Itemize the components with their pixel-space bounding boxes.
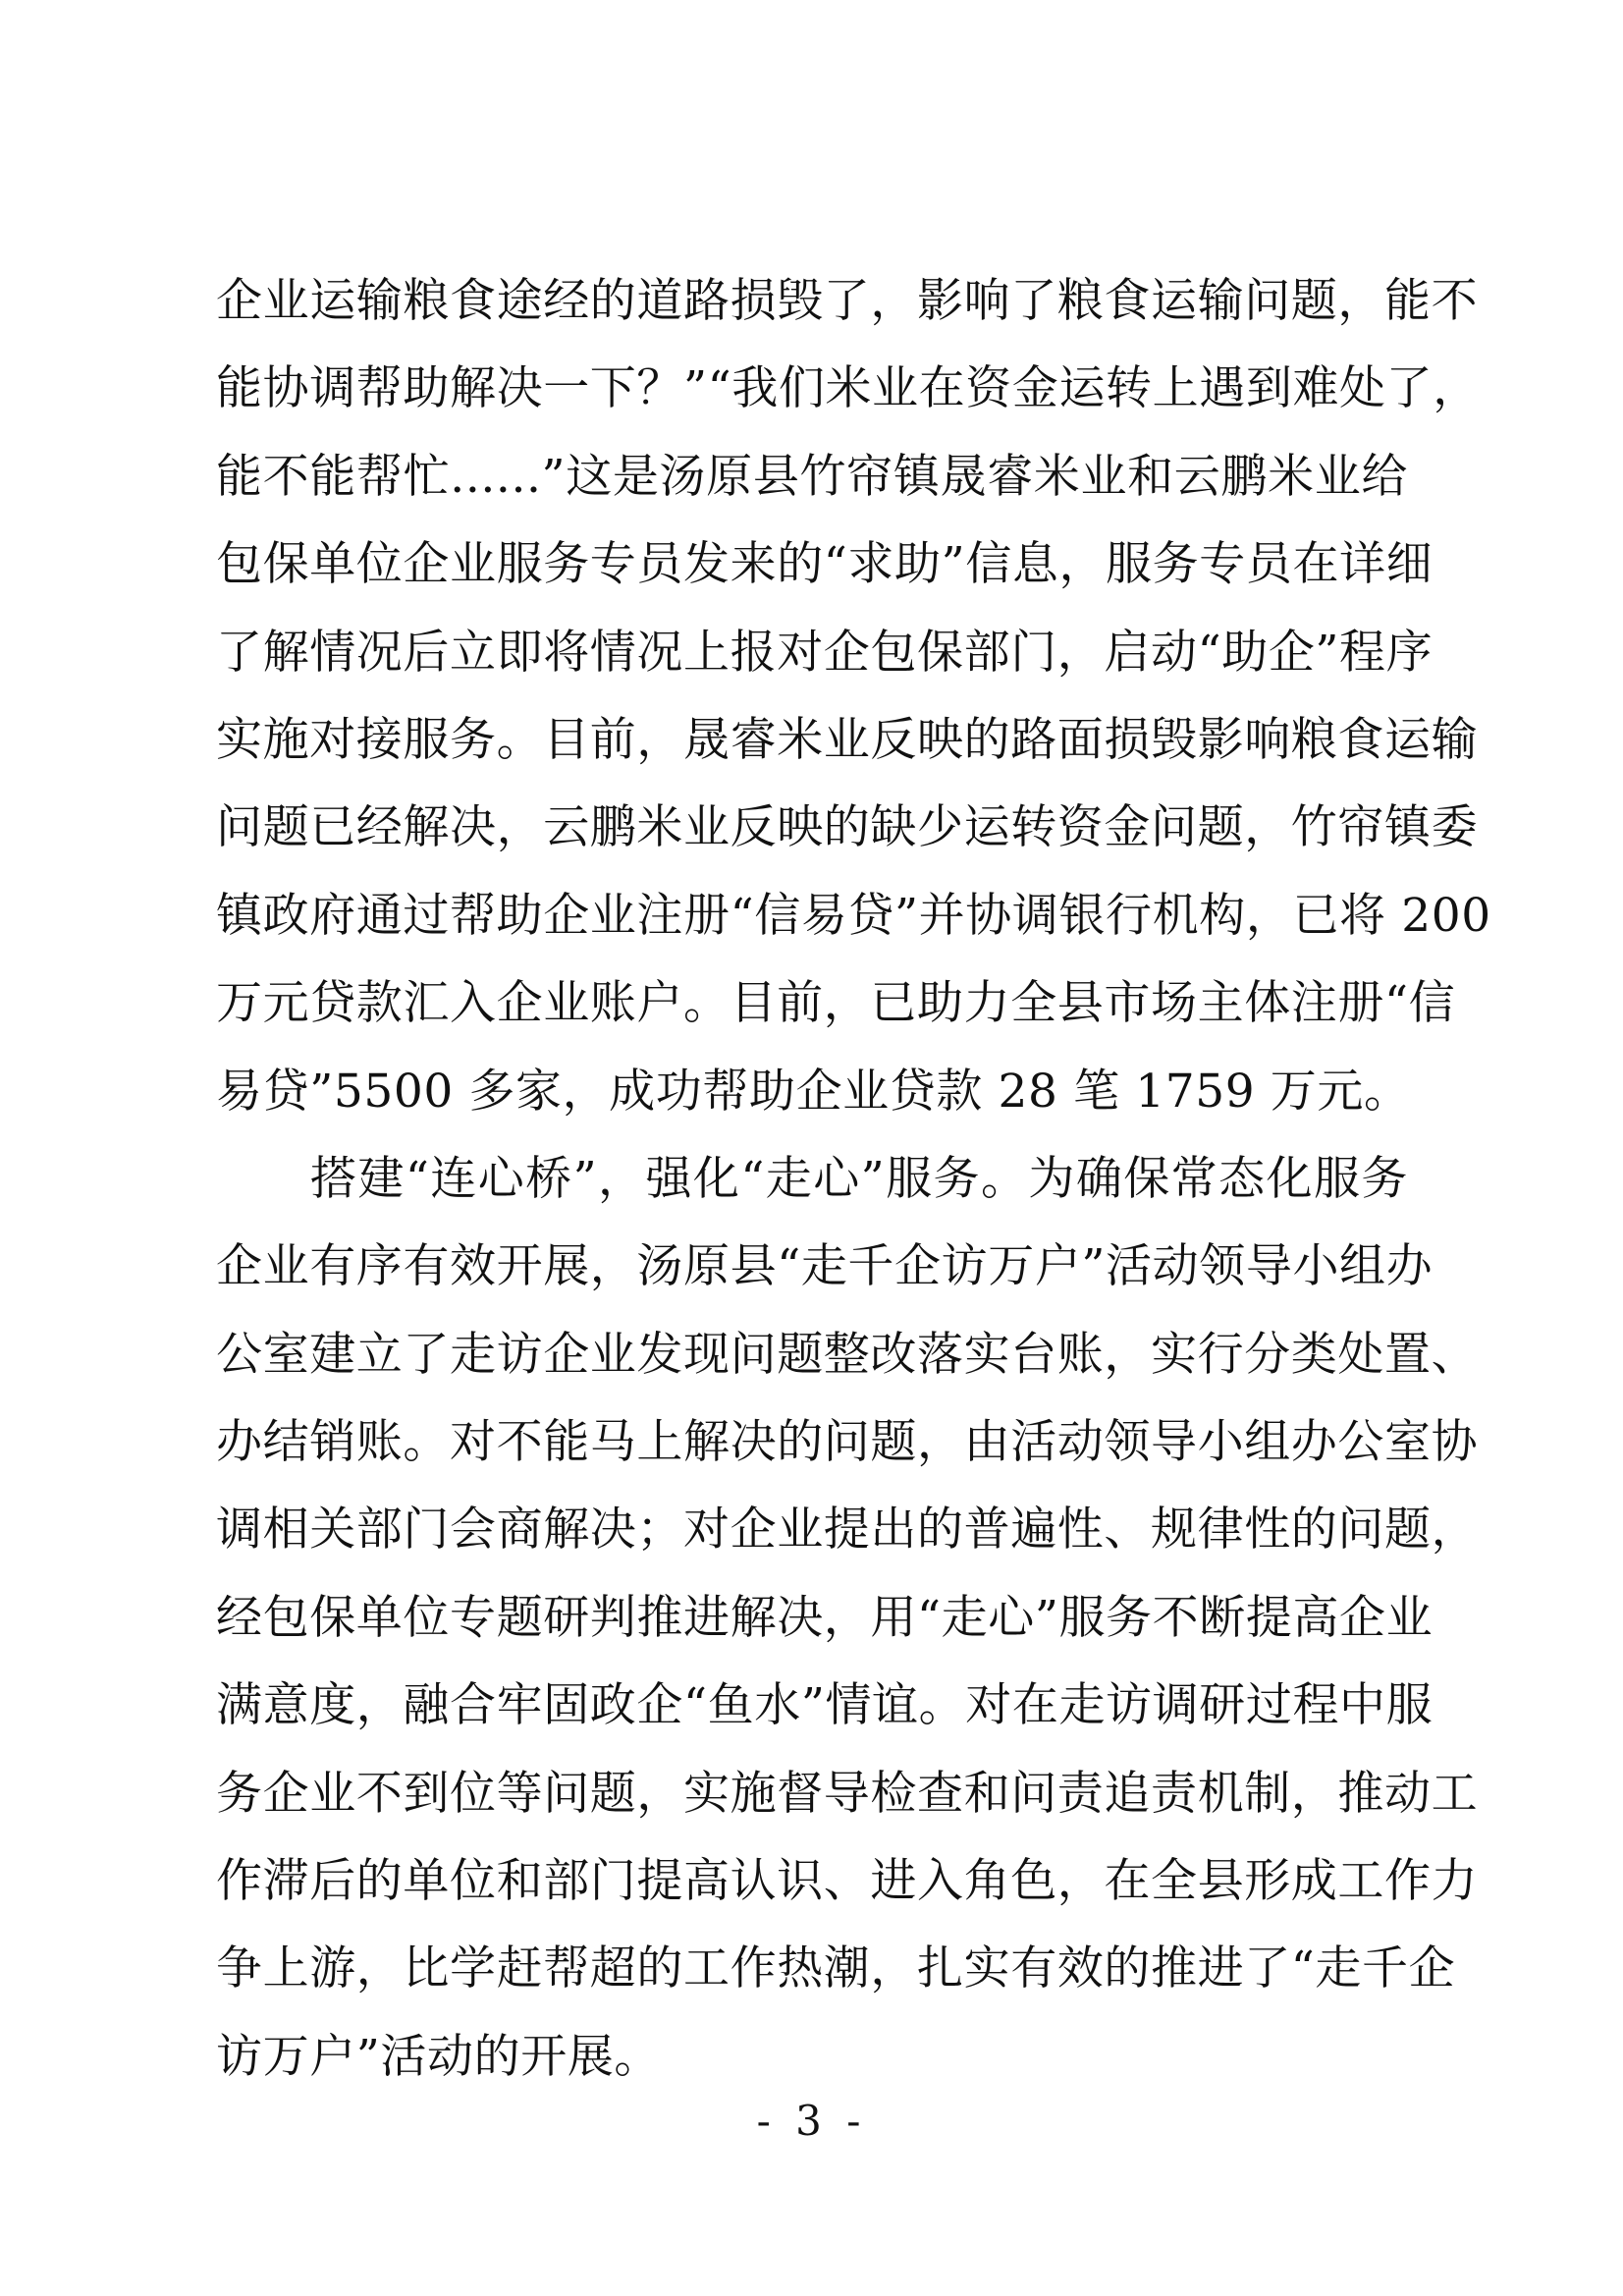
- text-line: 务企业不到位等问题，实施督导检查和问责追责机制，推动工: [216, 1766, 1479, 1821]
- text-line: 办结销账。对不能马上解决的问题，由活动领导小组办公室协: [216, 1415, 1479, 1470]
- text-line: 满意度，融合牢固政企“鱼水”情谊。对在走访调研过程中服: [216, 1678, 1434, 1733]
- paragraph-1: [216, 257, 1491, 1135]
- page-number: - 3 -: [756, 2097, 867, 2145]
- text-line: 公室建立了走访企业发现问题整改落实台账，实行分类处置、: [216, 1327, 1479, 1382]
- text-line: 企业有序有效开展，汤原县“走千企访万户”活动领导小组办: [216, 1239, 1434, 1294]
- text-line: 经包保单位专题研判推进解决，用“走心”服务不断提高企业: [216, 1590, 1434, 1645]
- text-line: 实施对接服务。目前，晟睿米业反映的路面损毁影响粮食运输: [216, 712, 1479, 767]
- text-line: 访万户”活动的开展。: [216, 2029, 662, 2084]
- text-line: 万元贷款汇入企业账户。目前，已助力全县市场主体注册“信: [216, 976, 1456, 1031]
- text-line: 镇政府通过帮助企业注册“信易贷”并协调银行机构，已将 200: [216, 888, 1491, 943]
- text-line: 能协调帮助解决一下？”“我们米业在资金运转上遇到难处了，: [216, 361, 1480, 416]
- text-line: 能不能帮忙......”这是汤原县竹帘镇晟睿米业和云鹏米业给: [216, 449, 1408, 504]
- text-line: 易贷”5500 多家，成功帮助企业贷款 28 笔 1759 万元。: [216, 1064, 1411, 1119]
- text-line: 问题已经解决，云鹏米业反映的缺少运转资金问题，竹帘镇委: [216, 800, 1479, 855]
- text-line: 搭建“连心桥”，强化“走心”服务。为确保常态化服务: [310, 1151, 1408, 1206]
- text-line: 企业运输粮食途经的道路损毁了，影响了粮食运输问题，能不: [216, 274, 1479, 328]
- text-line: 了解情况后立即将情况上报对企包保部门，启动“助企”程序: [216, 625, 1434, 680]
- text-line: 包保单位企业服务专员发来的“求助”信息，服务专员在详细: [216, 537, 1434, 592]
- text-line: 争上游，比学赶帮超的工作热潮，扎实有效的推进了“走千企: [216, 1941, 1456, 1996]
- text-line: 作滞后的单位和部门提高认识、进入角色，在全县形成工作力: [216, 1854, 1479, 1909]
- paragraph-2: [216, 1135, 1479, 2101]
- document-body: [216, 257, 1491, 2101]
- text-line: 调相关部门会商解决；对企业提出的普遍性、规律性的问题，: [216, 1503, 1479, 1558]
